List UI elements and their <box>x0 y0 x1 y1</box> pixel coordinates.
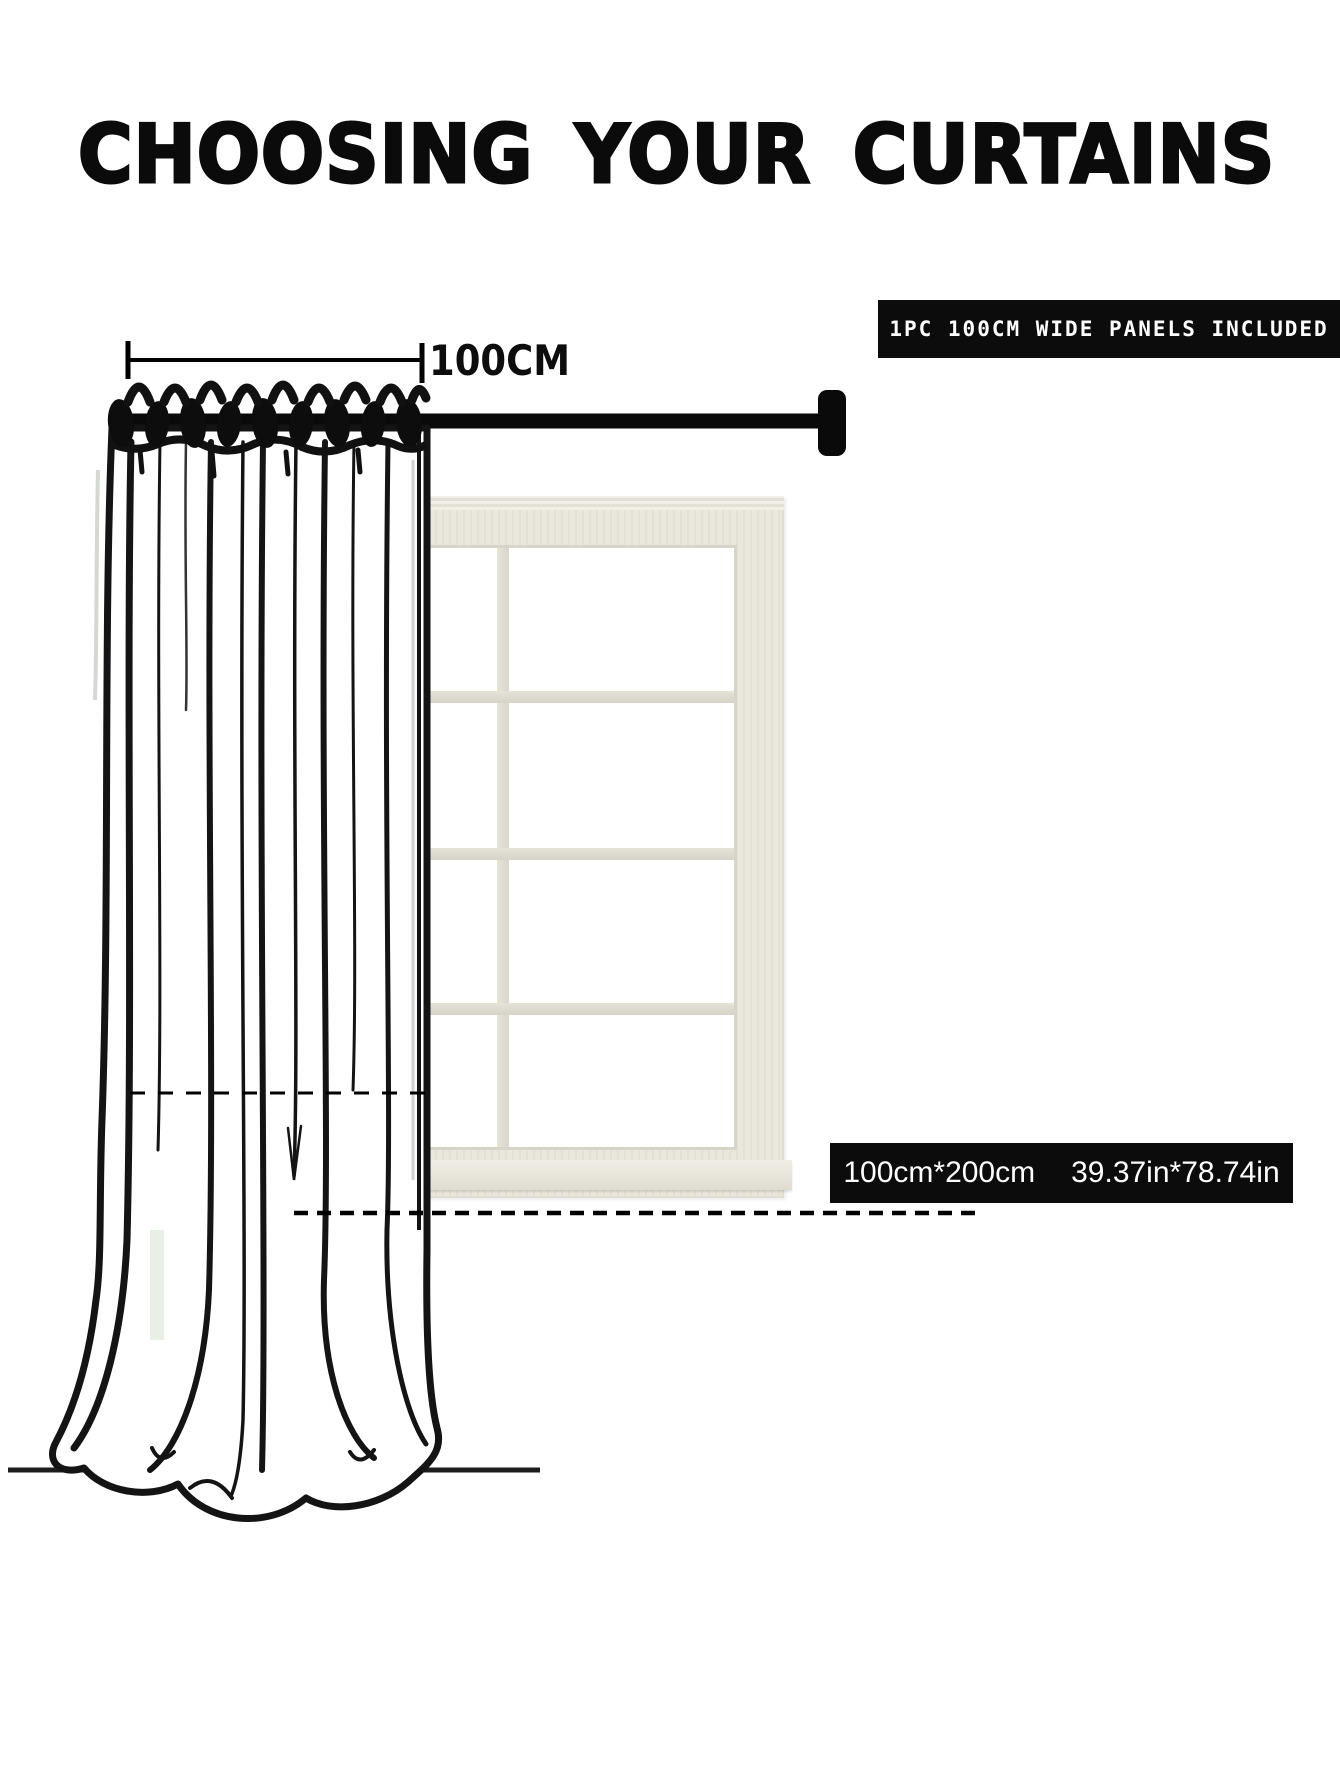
panel-size-inch-label: 39.37in*78.74in <box>1071 1156 1280 1189</box>
width-measurement-label: 100CM <box>429 336 571 385</box>
curtain-shading-1 <box>95 470 98 700</box>
included-panels-badge-label: 1PC 100CM WIDE PANELS INCLUDED <box>889 317 1329 341</box>
included-panels-badge <box>878 300 1340 358</box>
panel-size-badge <box>830 1143 1293 1203</box>
curtain-tint-streak <box>150 1230 164 1340</box>
curtain-illustration <box>52 385 438 1519</box>
panel-size-cm-label: 100cm*200cm <box>843 1156 1036 1189</box>
page-title: CHOOSING YOUR CURTAINS <box>78 108 1276 201</box>
width-measurement-line <box>128 341 422 383</box>
